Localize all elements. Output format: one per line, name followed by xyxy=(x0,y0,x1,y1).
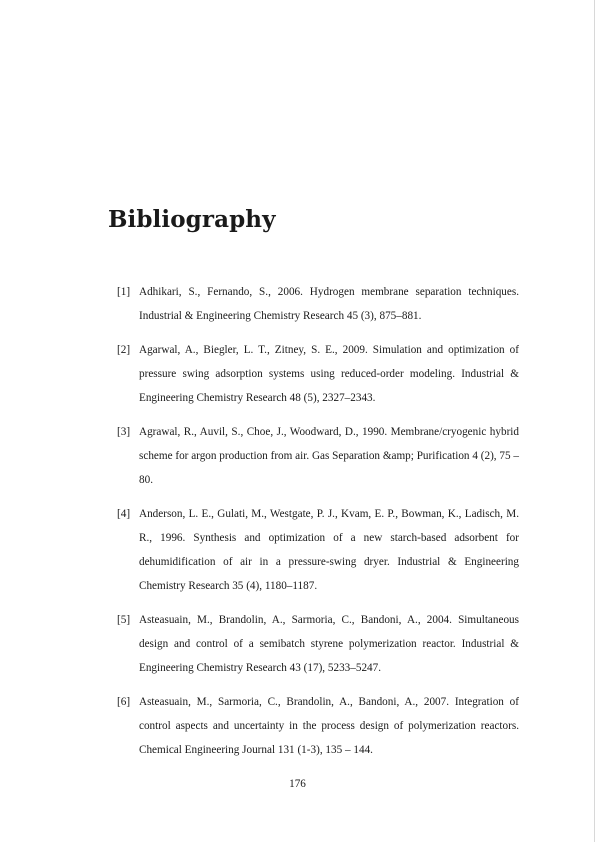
reference-text: Asteasuain, M., Sarmoria, C., Brandolin, A., Bandoni, A., 2007. Integration of control aspects and uncertainty in the process design of polymerization reactors. Chemical Engineering Journal 131 (1-3), 135 – 144. xyxy=(139,696,519,756)
reference-item xyxy=(117,502,519,598)
reference-label: [5] xyxy=(117,614,131,626)
reference-item xyxy=(117,280,519,328)
reference-label: [1] xyxy=(117,286,131,298)
reference-item xyxy=(117,690,519,762)
page-number: 176 xyxy=(289,778,306,790)
chapter-title: Bibliography xyxy=(108,206,276,233)
reference-item xyxy=(117,608,519,680)
reference-list xyxy=(117,280,519,772)
reference-label: [4] xyxy=(117,508,131,520)
reference-label: [6] xyxy=(117,696,131,708)
reference-text: Adhikari, S., Fernando, S., 2006. Hydrogen membrane separation techniques. Industrial & Engineering Chemistry Research 45 (3), 875–881. xyxy=(139,286,519,322)
reference-text: Asteasuain, M., Brandolin, A., Sarmoria, C., Bandoni, A., 2004. Simultaneous design and control of a semibatch styrene polymerization reactor. Industrial & Engineering Chemistry Research 43 (17), 5233–5247. xyxy=(139,614,519,674)
reference-label: [2] xyxy=(117,344,131,356)
reference-label: [3] xyxy=(117,426,131,438)
reference-item xyxy=(117,338,519,410)
reference-text: Agarwal, A., Biegler, L. T., Zitney, S. E., 2009. Simulation and optimization of pressure swing adsorption systems using reduced-order modeling. Industrial & Engineering Chemistry Research 48 (5), 2327–2343. xyxy=(139,344,519,404)
reference-text: Agrawal, R., Auvil, S., Choe, J., Woodward, D., 1990. Membrane/cryogenic hybrid scheme for argon production from air. Gas Separation &amp; Purification 4 (2), 75 – 80. xyxy=(139,426,519,486)
reference-text: Anderson, L. E., Gulati, M., Westgate, P. J., Kvam, E. P., Bowman, K., Ladisch, M. R., 1996. Synthesis and optimization of a new starch-based adsorbent for dehumidification of air in a pressure-swing dryer. Industrial & Engineering Chemistry Research 35 (4), 1180–1187. xyxy=(139,508,519,592)
reference-item xyxy=(117,420,519,492)
